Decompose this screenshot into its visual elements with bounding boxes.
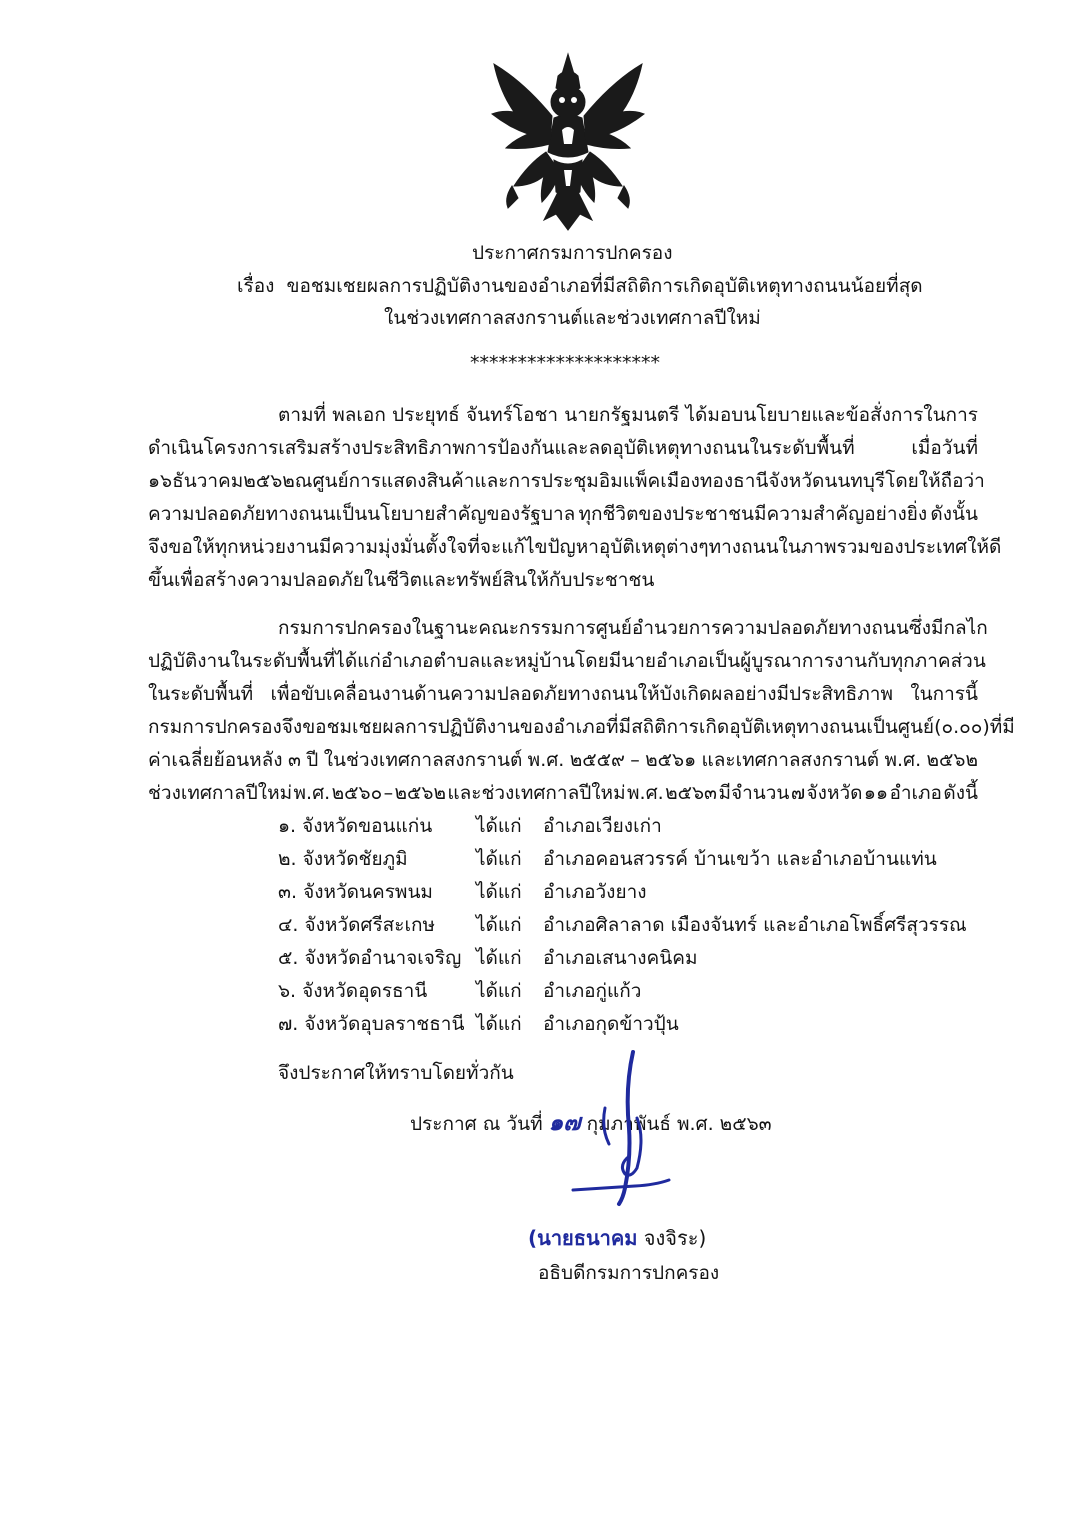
word: เพื่อขับเคลื่อนงานด้านความปลอดภัยทางถนนให้บังเกิดผลอย่างมีประสิทธิภาพ (270, 683, 893, 705)
province-name: ๕. จังหวัดอำนาจเจริญ (278, 947, 462, 969)
province-name: ๒. จังหวัดชัยภูมิ (278, 848, 408, 870)
word: พ.ศ. (293, 782, 331, 804)
word: ได้แก่ (335, 650, 381, 672)
word: จันทร์โอชา (465, 404, 559, 426)
province-name: ๔. จังหวัดศรีสะเกษ (278, 914, 435, 936)
word: ๒๕๖๒ (926, 749, 978, 771)
word: ๓ (287, 749, 301, 771)
closing-statement: จึงประกาศให้ทราบโดยทั่วกัน (278, 1062, 514, 1084)
word: ค่าเฉลี่ยย้อนหลัง (148, 749, 283, 771)
para2-line-2 (148, 650, 986, 673)
word: ในการนี้ (910, 683, 978, 705)
province-label: ได้แก่ (476, 815, 522, 837)
word: ปฏิบัติงานในระดับพื้นที่ (148, 650, 336, 672)
word: ที่มี (989, 716, 1015, 738)
garuda-emblem-icon (484, 52, 652, 234)
word: ในระดับพื้นที่ (148, 683, 254, 705)
province-label: ได้แก่ (476, 1013, 522, 1035)
word: อำเภอ (380, 650, 434, 672)
word: ธันวาคม (172, 470, 244, 492)
province-districts: อำเภอคอนสวรรค์ บ้านเขว้า และอำเภอบ้านแท่น (543, 848, 937, 870)
word: พ.ศ. (627, 782, 664, 804)
para2-line-6 (148, 782, 978, 805)
province-districts: อำเภอเสนางคนิคม (543, 947, 698, 969)
word: ในฐานะคณะกรรมการศูนย์อำนวยการความปลอดภัยทางถนนซึ่งมีกลไก (411, 617, 988, 639)
word: ในช่วงเทศกาลสงกรานต์ (323, 749, 523, 771)
para1-line-4 (148, 503, 978, 526)
word: ทางถนนในภาพรวมของประเทศให้ดี (708, 536, 1002, 558)
word: ตำบล (433, 650, 481, 672)
word: ช่วงเทศกาลปีใหม่ (148, 782, 293, 804)
para2-line-4 (148, 716, 1015, 739)
word: ๑๖ (148, 470, 173, 492)
para2-line-5 (148, 749, 978, 772)
name-handwritten: นายธนาคม (537, 1226, 638, 1250)
para2-line-1 (278, 617, 988, 640)
word: ศูนย์การแสดงสินค้าและการประชุมอิมแพ็ค (312, 470, 661, 492)
word: โดยมีนายอำเภอเป็นผู้บูรณาการงานกับทุกภาคส่วน (575, 650, 986, 672)
word: มีจำนวน (718, 782, 790, 804)
province-districts: อำเภอกู่แก้ว (543, 980, 642, 1002)
word: ประยุทธ์ (392, 404, 460, 426)
signer-title: อธิบดีกรมการปกครอง (538, 1262, 720, 1284)
province-name: ๑. จังหวัดขอนแก่น (278, 815, 433, 837)
word: พลเอก (332, 404, 386, 426)
subject-text-1: ขอชมเชยผลการปฏิบัติงานของอำเภอที่มีสถิติการเกิดอุบัติเหตุทางถนนน้อยที่สุด (286, 275, 923, 297)
province-districts: อำเภอวังยาง (543, 881, 647, 903)
word: อำเภอ (889, 782, 942, 804)
date-rest: กุมภาพันธ์ พ.ศ. ๒๕๖๓ (586, 1113, 772, 1135)
word: ๒๕๕๙ (569, 749, 625, 771)
para1-line-2 (148, 437, 978, 460)
date-day: ๑๗ (548, 1110, 581, 1136)
word: ความปลอดภัยทางถนนเป็นนโยบายสำคัญของรัฐบาล (148, 503, 576, 525)
separator: ******************** (470, 352, 660, 374)
word: (๐.๐๐) (934, 716, 990, 738)
word: และหมู่บ้าน (480, 650, 576, 672)
word: ๒๕๖๒ (394, 782, 446, 804)
name-rest: จงจิระ) (637, 1226, 707, 1250)
para1-line-5 (148, 536, 1002, 559)
word: พ.ศ. (527, 749, 565, 771)
word: ทุกชีวิตของประชาชนมีความสำคัญอย่างยิ่ง (578, 503, 928, 525)
word: และเทศกาลสงกรานต์ (701, 749, 880, 771)
province-name: ๗. จังหวัดอุบลราชธานี (278, 1013, 465, 1035)
word: จังหวัดนนทบุรี (768, 470, 886, 492)
word: ดำเนินโครงการเสริมสร้างประสิทธิภาพการป้องกันและลดอุบัติเหตุทางถนนในระดับพื้นที่ (148, 437, 855, 459)
signer-name (528, 1222, 706, 1254)
word: เมื่อวันที่ (911, 437, 978, 459)
word: ดังนี้ (943, 782, 978, 804)
province-label: ได้แก่ (476, 980, 522, 1002)
word: ๒๕๖๐ (331, 782, 383, 804)
word: ๒๕๖๑ (645, 749, 697, 771)
word: นายกรัฐมนตรี (564, 404, 680, 426)
word: – (630, 749, 640, 771)
province-districts: อำเภอศิลาลาด เมืองจันทร์ และอำเภอโพธิ์ศรีสุวรรณ (543, 914, 967, 936)
province-label: ได้แก่ (476, 914, 522, 936)
province-districts: อำเภอกุดข้าวปุ้น (543, 1013, 679, 1035)
word: กรมการปกครองจึงขอชมเชยผลการปฏิบัติงานของอำเภอที่มีสถิติการเกิดอุบัติเหตุทางถนนเป็นศูนย์ (148, 716, 935, 738)
province-label: ได้แก่ (476, 947, 522, 969)
word: โดยให้ถือว่า (885, 470, 985, 492)
para1-line-6: ขึ้นเพื่อสร้างความปลอดภัยในชีวิตและทรัพย์สินให้กับประชาชน (148, 569, 655, 591)
word: เมืองทองธานี (660, 470, 769, 492)
province-name: ๓. จังหวัดนครพนม (278, 881, 433, 903)
word: ๒๕๖๓ (665, 782, 718, 804)
word: – (383, 782, 394, 804)
province-label: ได้แก่ (476, 881, 522, 903)
word: ณ (294, 470, 313, 492)
handwritten-signature (565, 1048, 675, 1213)
word: ๗ (790, 782, 806, 804)
subject-line-2: ในช่วงเทศกาลสงกรานต์และช่วงเทศกาลปีใหม่ (384, 307, 761, 329)
province-name: ๖. จังหวัดอุดรธานี (278, 980, 428, 1002)
subject-prefix: เรื่อง (237, 275, 275, 297)
subject-line-1 (237, 275, 923, 298)
word: ได้มอบนโยบายและข้อสั่งการในการ (685, 404, 978, 426)
document-title: ประกาศกรมการปกครอง (472, 242, 673, 264)
date-prefix: ประกาศ ณ วันที่ (410, 1113, 543, 1135)
word: และช่วงเทศกาลปีใหม่ (447, 782, 626, 804)
name-open: ( (528, 1226, 538, 1250)
word: พ.ศ. (884, 749, 922, 771)
word: ดังนั้น (930, 503, 978, 525)
word: ๆ (698, 536, 709, 558)
word: จึงขอให้ทุกหน่วยงานมีความมุ่งมั่นตั้งใจที่จะแก้ไขปัญหาอุบัติเหตุต่าง (148, 536, 699, 558)
word: ๒๕๖๒ (243, 470, 295, 492)
para2-line-3 (148, 683, 978, 706)
word: ปี (306, 749, 319, 771)
word: ๑๑ (863, 782, 889, 804)
word: ตามที่ (278, 404, 327, 426)
province-label: ได้แก่ (476, 848, 522, 870)
word: จังหวัด (806, 782, 863, 804)
word: กรมการปกครอง (278, 617, 412, 639)
para1-line-1 (278, 404, 978, 427)
province-districts: อำเภอเวียงเก่า (543, 815, 662, 837)
para1-line-3 (148, 470, 985, 493)
